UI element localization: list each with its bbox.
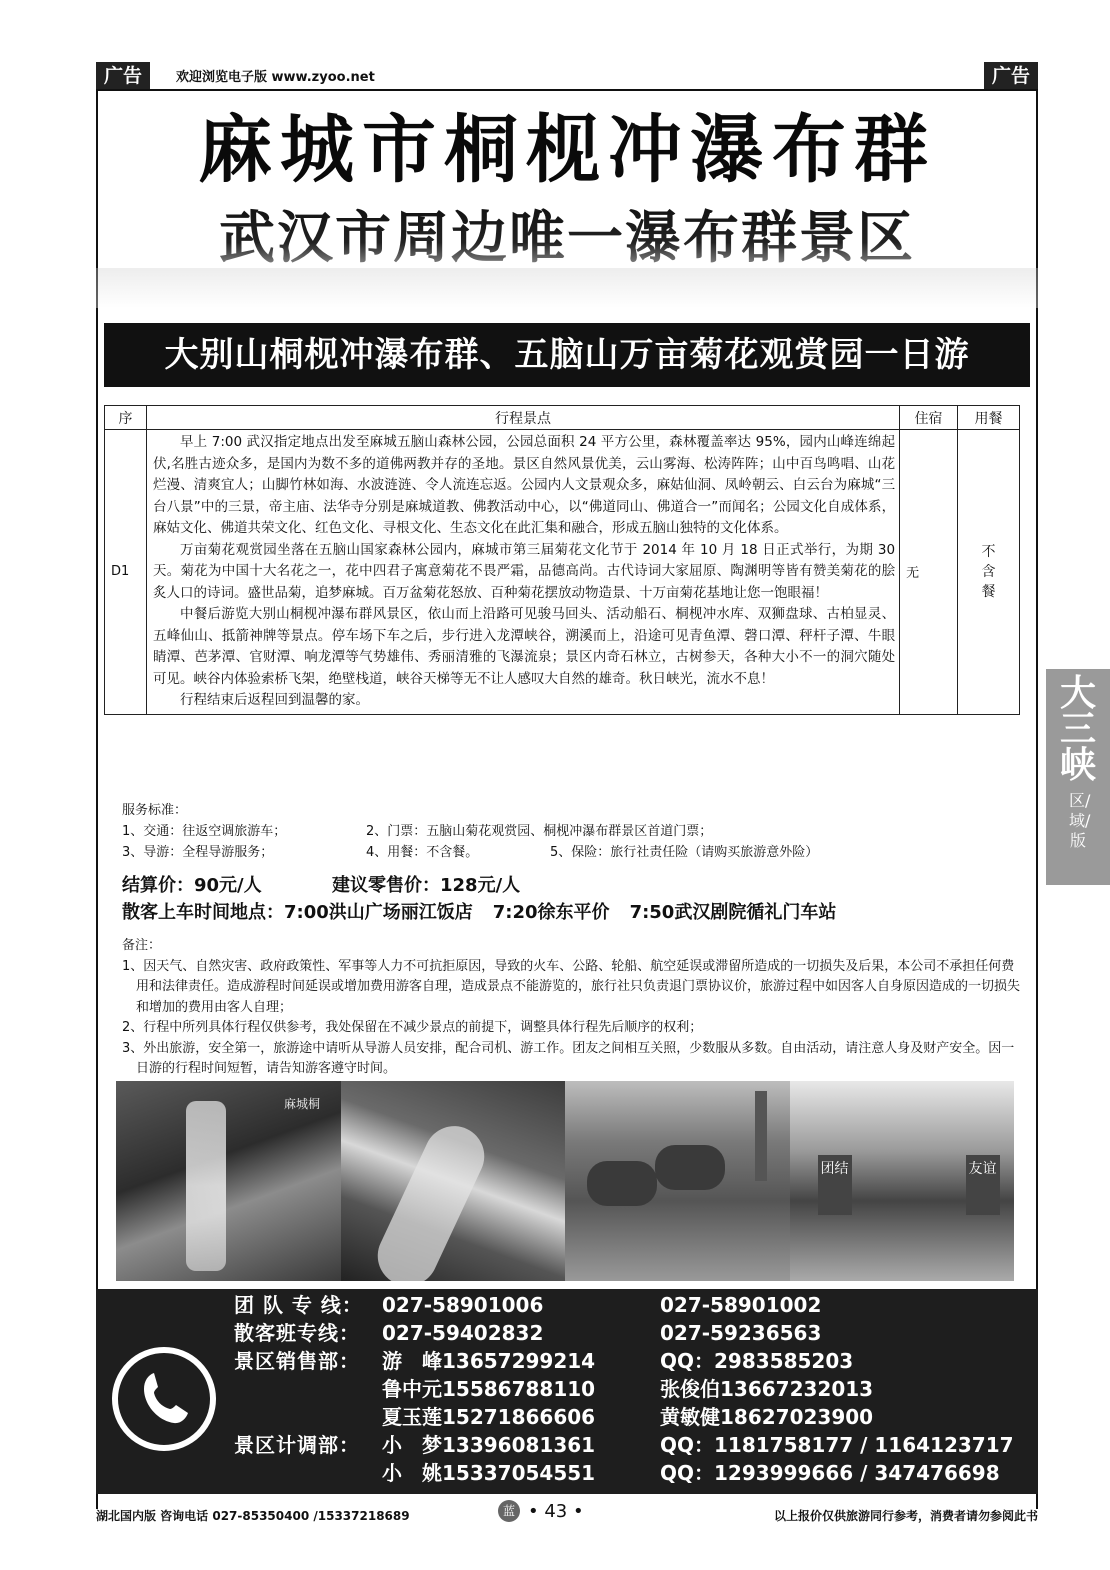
itinerary-paragraph: 中餐后游览大别山桐枧冲瀑布群风景区，依山而上沿路可见骏马回头、活动船石、桐枧冲水库、双狮盘球、古柏显灵、五峰仙山、抵箭神牌等景点。停车场下车之后，步行进入龙潭峡谷，溯溪而上，沿途可见青鱼潭、磬口潭、秤杆子潭、牛眼睛潭、芭茅潭、官财潭、响龙潭等气势雄伟、秀丽清雅的飞瀑流泉；景区内奇石林立，古树参天，各种大小不一的洞穴随处可见。峡谷内体验索桥飞架，绝壁栈道，峡谷天梯等无不让人感叹大自然的雄奇。秋日峡光，流水不息！ — [152, 606, 896, 687]
page-number-text: • 43 • — [528, 1500, 584, 1522]
photo-caption: 麻城桐 — [284, 1097, 321, 1111]
table-header-row — [105, 406, 1020, 430]
contact-value: 小 梦13396081361 — [382, 1433, 596, 1457]
side-tab-subtitle — [1046, 791, 1110, 851]
waterfall-shape — [186, 1101, 226, 1271]
sub-title-reflection — [96, 268, 1038, 308]
footer-disclaimer: 以上报价仅供旅游同行参考，消费者请勿参阅此书 — [773, 1509, 1038, 1523]
ad-label-left: 广告 — [96, 62, 150, 90]
itinerary-paragraph: 早上 7:00 武汉指定地点出发至麻城五脑山森林公园，公园总面积 24 平方公里，森林覆盖率达 95%，园内山峰连绵起伏,名胜古迹众多，是国内为数不多的道佛两教并存的圣地。景区自然风景优美，云山雾海、松涛阵阵；山中百鸟鸣唱、山花烂漫、清爽宜人；山脚竹林如海、水波涟涟、令人流连忘返。公园内人文景观众多，麻姑仙洞、凤岭朝云、白云台为麻城“三台八景”中的三景，帝主庙、法华寺分别是麻城道教、佛教活动中心，以“佛道同山、佛道合一”而闻名；公园文化自成体系，麻姑文化、佛道共荣文化、红色文化、寻根文化、生态文化在此汇集和融合，形成五脑山独特的文化体系。 — [152, 434, 896, 536]
region-side-tab — [1046, 669, 1110, 885]
pickup-point: 7:50武汉剧院循礼门车站 — [629, 902, 837, 923]
contact-row — [234, 1321, 822, 1345]
stay-cell: 无 — [900, 430, 958, 715]
phone-icon — [112, 1347, 216, 1451]
site-url-text: 欢迎浏览电子版 www.zyoo.net — [176, 70, 375, 85]
pickup-point: 7:20徐东平价 — [492, 902, 610, 923]
note-item: 1、因天气、自然灾害、政府政策性、军事等人力不可抗拒原因，导致的火车、公路、轮船、航空延误或滞留所造成的一切损失及后果，本公司不承担任何费用和法律责任。造成游程时间延误或增加费用游客自理，造成景点不能游览的，旅行社只负责退门票协议价，旅游过程中如因客人自身原因造成的一切损失和增加的费用由客人自理； — [122, 958, 1021, 1015]
settle-price: 结算价：90元/人 — [122, 875, 262, 896]
meal-text: 不含餐 — [981, 543, 996, 600]
service-item: 1、交通：往返空调旅游车； — [122, 824, 287, 839]
table-row — [105, 430, 1020, 715]
itinerary-table — [104, 405, 1020, 715]
itinerary-content — [146, 430, 899, 715]
contact-row — [234, 1349, 854, 1373]
contact-row — [234, 1461, 1000, 1485]
contact-value: 黄敏健18627023900 — [660, 1405, 874, 1429]
contact-label: 景区计调部： — [234, 1433, 360, 1457]
sign-right: 友谊 — [966, 1155, 1000, 1215]
note-item: 2、行程中所列具体行程仅供参考，我处保留在不减少景点的前提下，调整具体行程先后顺序的权利； — [122, 1020, 703, 1035]
contact-row — [234, 1293, 822, 1317]
service-standards — [122, 800, 818, 863]
meal-cell — [958, 430, 1020, 715]
contact-value: 鲁中元15586788110 — [382, 1377, 596, 1401]
river-shape — [367, 1116, 493, 1281]
contact-value: 027-59402832 — [382, 1321, 544, 1345]
contact-value: 027-59236563 — [660, 1321, 822, 1345]
pickup-label: 散客上车时间地点： — [122, 902, 284, 923]
flower-elephant-shape — [587, 1161, 657, 1206]
contact-value: 027-58901002 — [660, 1293, 822, 1317]
side-tab-title-text: 大三峡 — [1059, 672, 1096, 786]
itinerary-paragraph: 万亩菊花观赏园坐落在五脑山国家森林公园内，麻城市第三届菊花文化节于 2014 年 10 月 18 日正式举行，为期 30 天。菊花为中国十大名花之一，花中四君子寓意菊花不畏严霜，品德高尚。古代诗词大家屈原、陶渊明等皆有赞美菊花的脍炙人口的诗词。盛世品菊，追梦麻城。百万盆菊花怒放、百种菊花摆放动物造景、十万亩菊花基地让您一饱眼福！ — [152, 541, 896, 601]
chrysanthemum-elephant-photo — [565, 1081, 790, 1281]
contact-value: QQ：2983585203 — [660, 1349, 854, 1373]
side-tab-title — [1046, 669, 1110, 786]
col-header-seq: 序 — [105, 406, 147, 430]
price-section — [122, 872, 836, 926]
ad-label-right: 广告 — [984, 62, 1038, 90]
service-item: 5、保险：旅行社责任险（请购买旅游意外险） — [550, 845, 819, 860]
edition-badge: 蓝 — [498, 1500, 520, 1522]
day-cell: D1 — [105, 430, 147, 715]
contact-label: 景区销售部： — [234, 1349, 360, 1373]
col-header-meal: 用餐 — [958, 406, 1020, 430]
page-number — [498, 1500, 584, 1522]
contact-value: 游 峰13657299214 — [382, 1349, 596, 1373]
sub-title: 武汉市周边唯一瀑布群景区 — [96, 204, 1038, 274]
col-header-itinerary: 行程景点 — [146, 406, 899, 430]
service-item: 4、用餐：不含餐。 — [366, 845, 479, 860]
contact-value: 张俊伯13667232013 — [660, 1377, 874, 1401]
unity-friendship-photo — [790, 1081, 1015, 1281]
footer-edition-info: 湖北国内版 咨询电话 027-85350400 /15337218689 — [96, 1509, 410, 1523]
contact-value: 夏玉莲15271866606 — [382, 1405, 596, 1429]
col-header-stay: 住宿 — [900, 406, 958, 430]
tour-banner: 大别山桐枧冲瀑布群、五脑山万亩菊花观赏园一日游 — [104, 323, 1030, 387]
contact-label: 散客班专线： — [234, 1321, 360, 1345]
waterfall-photo — [116, 1081, 341, 1281]
note-item: 3、外出旅游，安全第一，旅游途中请听从导游人员安排，配合司机、游工作。团友之间相互关照，少数服从多数。自由活动，请注意人身及财产安全。因一日游的行程时间短暂，请告知游客遵守时间。 — [122, 1040, 1015, 1076]
main-title: 麻城市桐枧冲瀑布群 — [198, 107, 936, 193]
retail-price: 建议零售价：128元/人 — [332, 875, 521, 896]
gorge-river-photo — [341, 1081, 566, 1281]
contact-value: 小 姚15337054551 — [382, 1461, 596, 1485]
contact-value: QQ：1293999666 / 347476698 — [660, 1461, 1000, 1485]
notes-section — [122, 936, 1027, 1080]
contact-row — [234, 1405, 874, 1429]
contact-value: QQ：1181758177 / 1164123717 — [660, 1433, 1014, 1457]
itinerary-paragraph: 行程结束后返程回到温馨的家。 — [179, 692, 369, 708]
contact-label: 团 队 专 线： — [234, 1293, 363, 1317]
pagoda-shape — [755, 1091, 767, 1181]
flower-elephant-shape — [655, 1145, 725, 1190]
sign-left: 团结 — [818, 1155, 852, 1215]
contact-panel — [96, 1289, 1038, 1494]
contact-row — [234, 1377, 874, 1401]
contact-value: 027-58901006 — [382, 1293, 544, 1317]
service-item: 2、门票：五脑山菊花观赏园、桐枧冲瀑布群景区首道门票； — [366, 824, 713, 839]
pickup-point: 7:00洪山广场丽江饭店 — [284, 902, 473, 923]
contact-row — [234, 1433, 1014, 1457]
notes-title: 备注： — [122, 938, 162, 953]
side-tab-subtitle-text: 区/域/版 — [1069, 791, 1091, 850]
photo-strip — [116, 1081, 1014, 1281]
service-title: 服务标准： — [122, 803, 188, 818]
service-item: 3、导游：全程导游服务； — [122, 845, 274, 860]
